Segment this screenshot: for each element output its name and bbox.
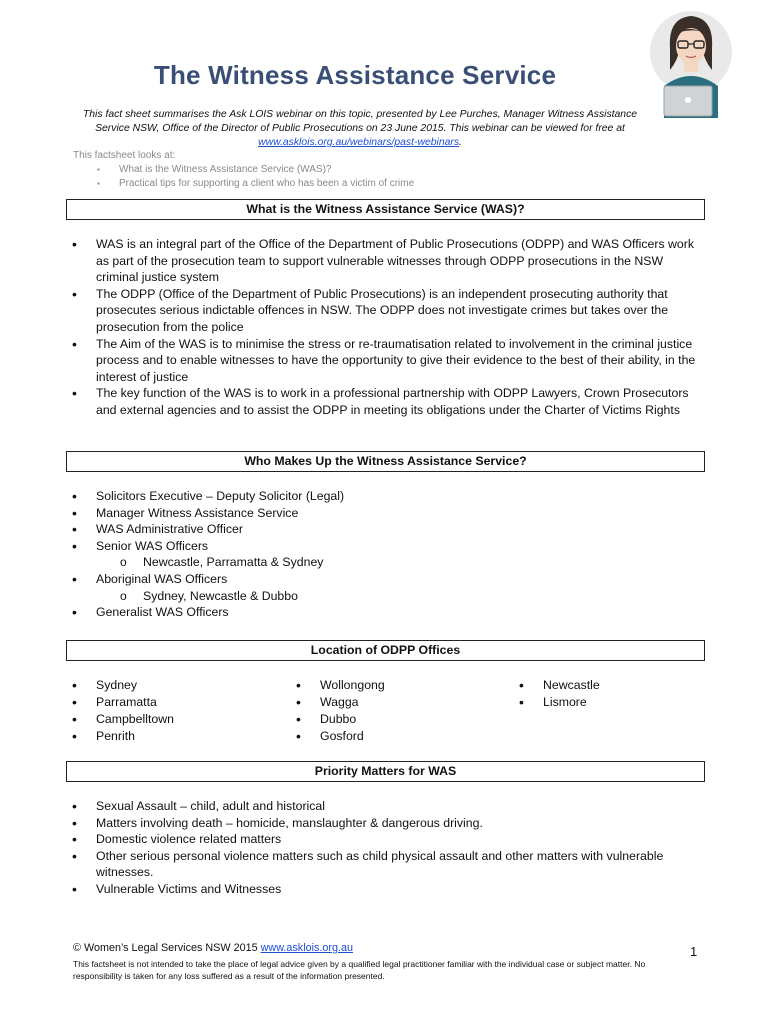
list-item: • The Aim of the WAS is to minimise the stress or re-traumatisation related to involvement in the criminal justice process and to enable witnesses to have the opportunity to give their evidence to the best of their ability, in the interest of justice: [66, 336, 706, 386]
sub-list-item: o Sydney, Newcastle & Dubbo: [66, 588, 706, 605]
section-heading-locations: Location of ODPP Offices: [66, 640, 705, 661]
location-item: • Gosford: [290, 728, 490, 745]
section-heading-who-makes-up: Who Makes Up the Witness Assistance Service?: [66, 451, 705, 472]
overview-item: ▪ Practical tips for supporting a client who has been a victim of crime: [73, 177, 414, 191]
list-item: • WAS is an integral part of the Office of the Department of Public Prosecutions (ODPP) and WAS Officers work as part of the prosecution team to support vulnerable witnesses through ODPP prosecutions in the NSW criminal justice system: [66, 236, 706, 286]
list-item: • Manager Witness Assistance Service: [66, 505, 706, 522]
intro-line-1: This fact sheet summarises the Ask LOIS webinar on this topic, presented by Lee Purches, Manager Witness Assistance: [82, 109, 638, 120]
list-item: • Matters involving death – homicide, manslaughter & dangerous driving.: [66, 815, 706, 832]
copyright-text: © Women’s Legal Services NSW 2015: [73, 942, 258, 954]
page-title: The Witness Assistance Service: [153, 60, 557, 90]
list-item: • The ODPP (Office of the Department of Public Prosecutions) is an independent prosecuting authority that prosecutes serious indictable offences in NSW. The ODPP does not investigate crimes but takes over the prosecution from the police: [66, 286, 706, 336]
location-item: • Campbelltown: [66, 711, 266, 728]
location-item: • Wollongong: [290, 677, 490, 694]
intro-paragraph: [70, 108, 650, 150]
list-item: • Generalist WAS Officers: [66, 604, 706, 621]
footer-copyright: [73, 942, 703, 954]
overview-title: This factsheet looks at:: [73, 150, 176, 161]
section-heading-what-is-was: What is the Witness Assistance Service (WAS)?: [66, 199, 705, 220]
list-item: • Vulnerable Victims and Witnesses: [66, 881, 706, 898]
list-item: • Solicitors Executive – Deputy Solicitor (Legal): [66, 488, 706, 505]
list-item: • The key function of the WAS is to work in a professional partnership with ODPP Lawyers, Crown Prosecutors and external agencies and to assist the ODPP in meeting its obligations under the Charter of Victims Rights: [66, 385, 706, 418]
list-item: • Sexual Assault – child, adult and historical: [66, 798, 706, 815]
section-heading-priority-matters: Priority Matters for WAS: [66, 761, 705, 782]
list-item: • WAS Administrative Officer: [66, 521, 706, 538]
who-makes-up-list: [66, 488, 706, 621]
page-number: 1: [690, 944, 698, 959]
locations-column-3: [513, 677, 713, 711]
location-item: • Parramatta: [66, 694, 266, 711]
list-item: • Other serious personal violence matters such as child physical assault and other matters with vulnerable witnesses.: [66, 848, 706, 881]
intro-end: .: [459, 137, 462, 148]
list-item: • Senior WAS Officers: [66, 538, 706, 555]
factsheet-overview: [73, 149, 414, 191]
webinars-link[interactable]: www.asklois.org.au/webinars/past-webinars: [258, 137, 460, 148]
location-item: • Sydney: [66, 677, 266, 694]
location-item: • Newcastle: [513, 677, 713, 694]
location-item: • Penrith: [66, 728, 266, 745]
sub-list-item: o Newcastle, Parramatta & Sydney: [66, 554, 706, 571]
locations-column-2: [290, 677, 490, 745]
locations-column-1: [66, 677, 266, 745]
list-item: • Aboriginal WAS Officers: [66, 571, 706, 588]
footer-disclaimer: This factsheet is not intended to take the place of legal advice given by a qualified legal practitioner familiar with the individual case or subject matter. No responsibility is taken for any loss suffered as a result of the information presented.: [73, 959, 646, 981]
what-is-was-list: [66, 236, 706, 419]
location-item: • Lismore: [513, 694, 713, 711]
overview-item: ▪ What is the Witness Assistance Service (WAS)?: [73, 163, 414, 177]
location-item: • Dubbo: [290, 711, 490, 728]
intro-line-2: Service NSW, Office of the Director of Public Prosecutions on 23 June 2015. This webinar can be viewed for free at: [95, 123, 625, 134]
footer-link[interactable]: www.asklois.org.au: [260, 942, 354, 954]
list-item: • Domestic violence related matters: [66, 831, 706, 848]
priority-matters-list: [66, 798, 706, 898]
location-item: • Wagga: [290, 694, 490, 711]
